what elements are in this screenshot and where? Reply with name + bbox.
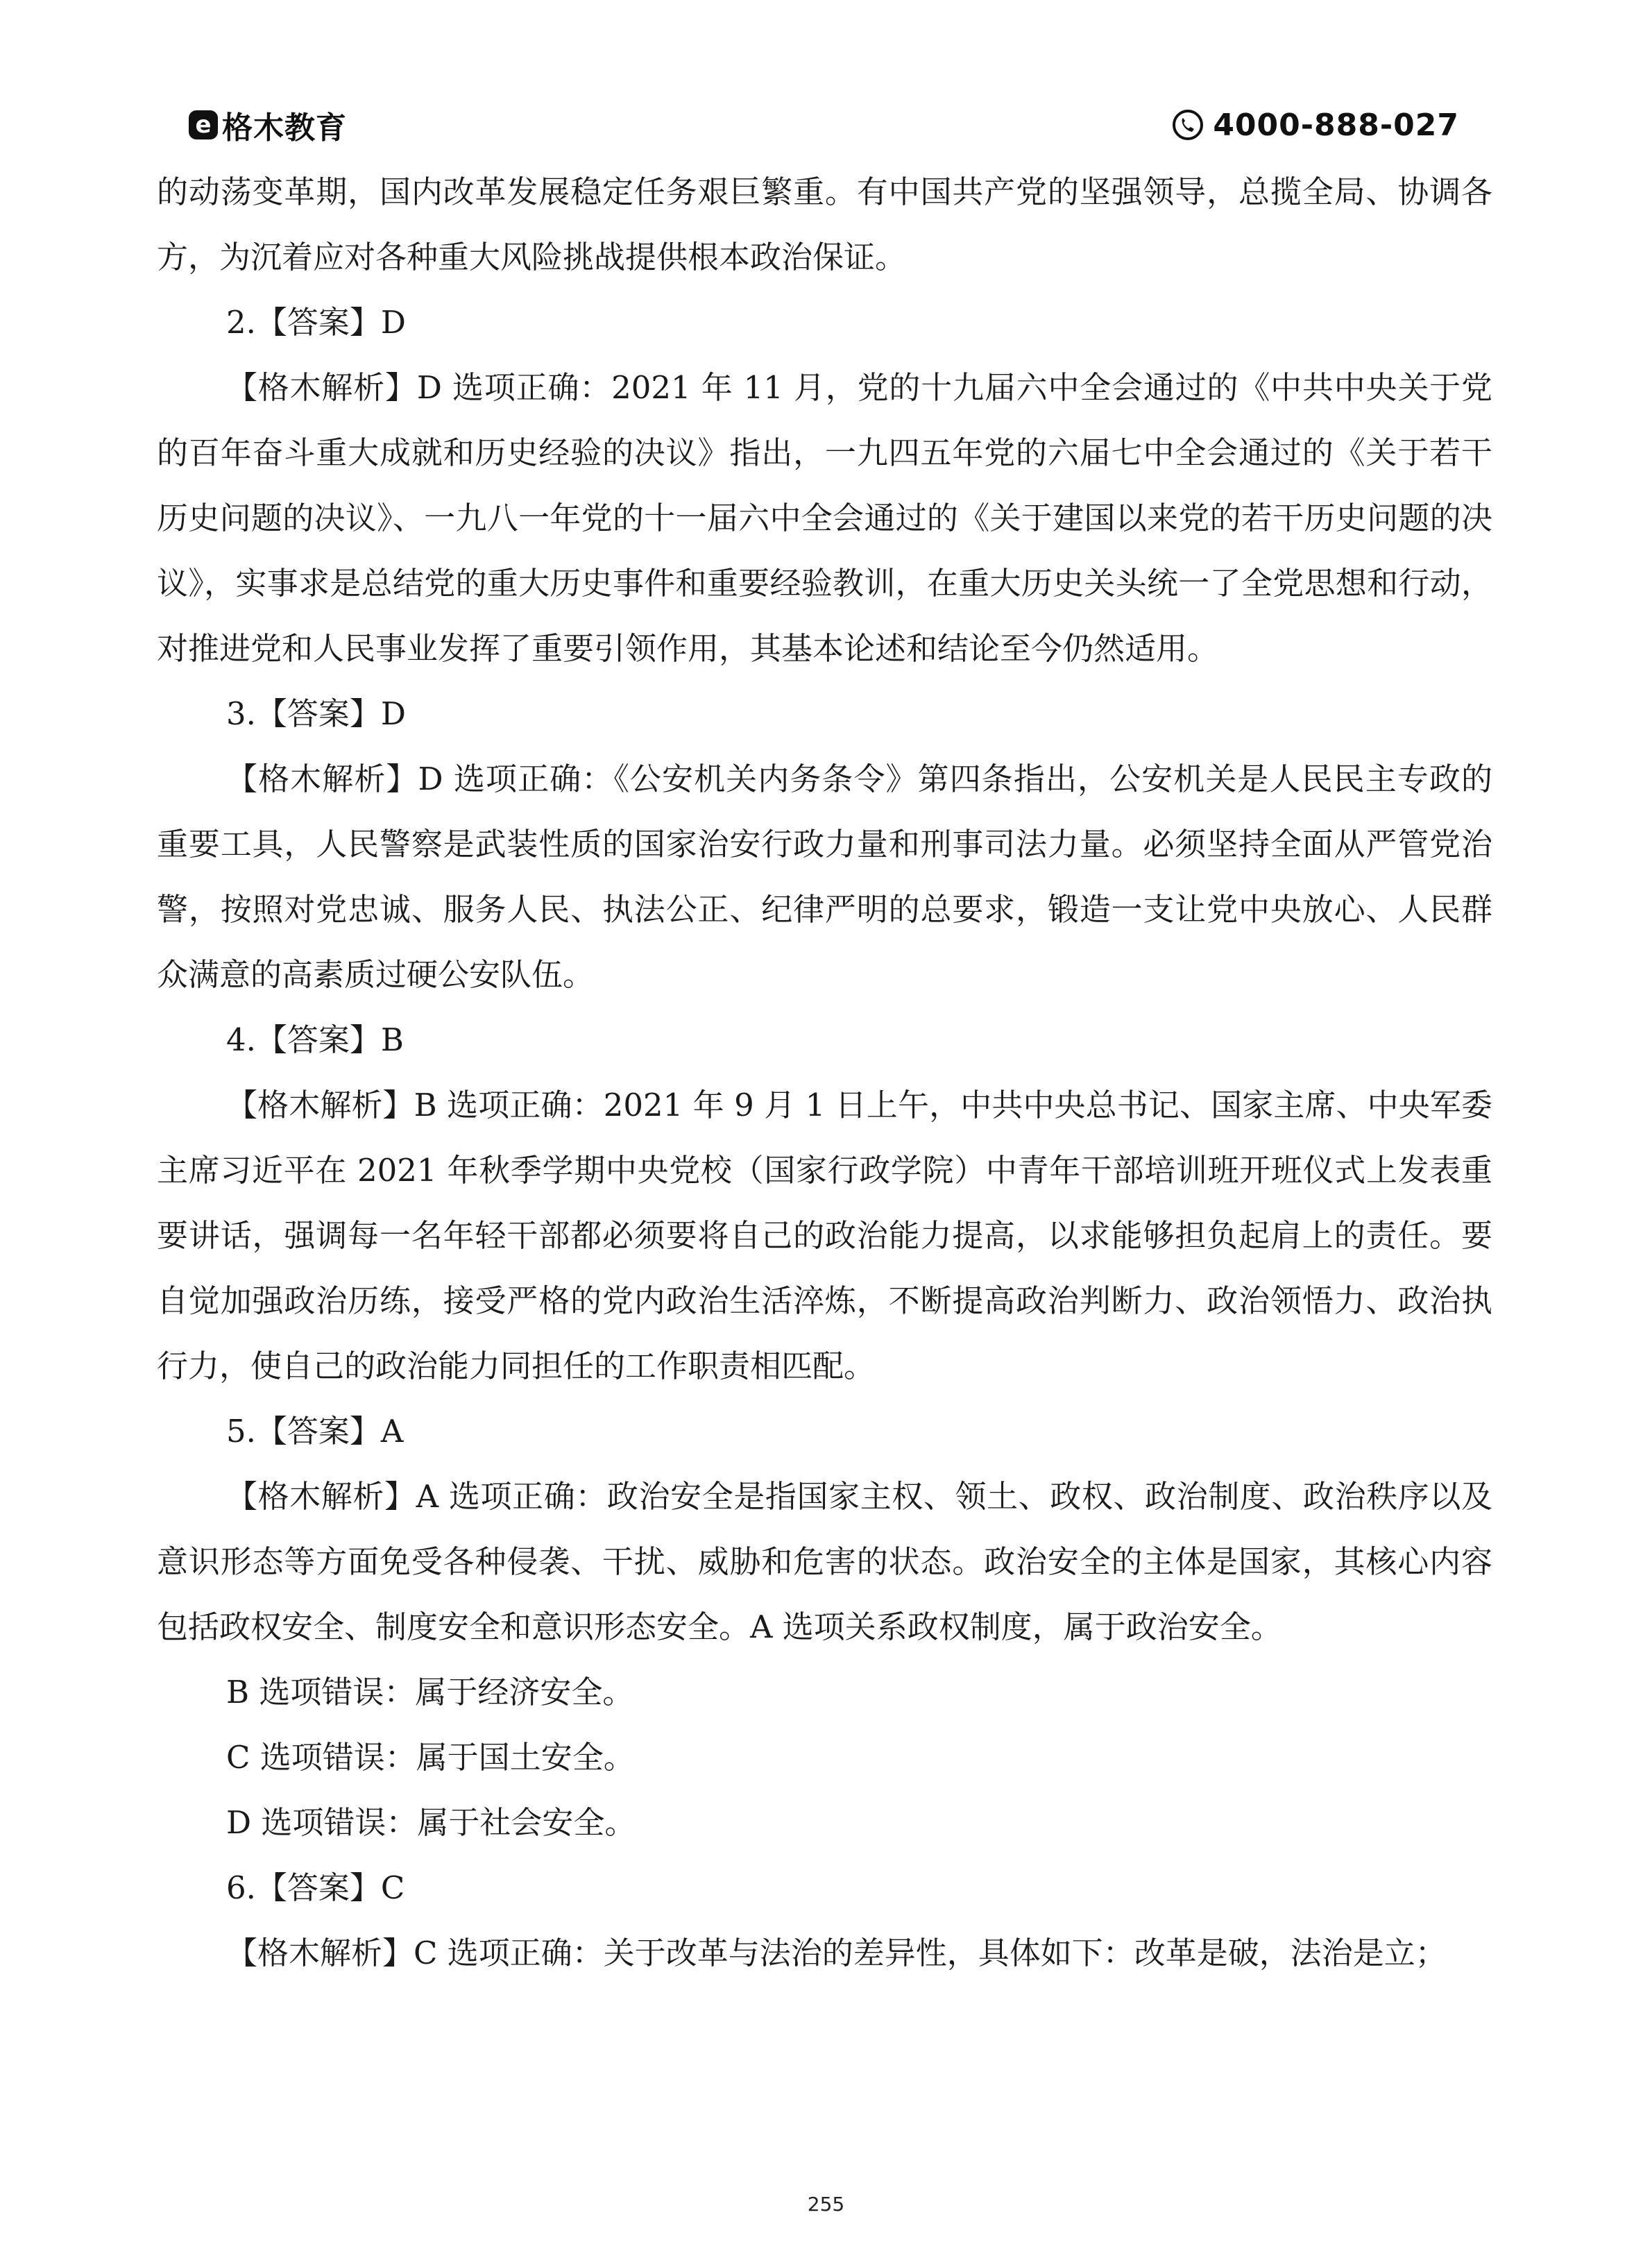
brand-logo — [189, 104, 347, 146]
paragraph: 6.【答案】C — [226, 1869, 405, 1906]
hotline — [1171, 104, 1459, 146]
page-number: 255 — [807, 2193, 845, 2216]
paragraph: 【格木解析】A 选项正确：政治安全是指国家主权、领土、政权、政治制度、政治秩序以及意识形态等方面免受各种侵袭、干扰、威胁和危害的状态。政治安全的主体是国家，其核心内容包括政权安全、制度安全和意识形态安全。A 选项关系政权制度，属于政治安全。 — [157, 1478, 1492, 1645]
phone-number: 4000-888-027 — [1213, 107, 1459, 143]
logo-icon: e — [189, 110, 218, 139]
document-body — [157, 160, 1492, 1986]
paragraph: 【格木解析】C 选项正确：关于改革与法治的差异性，具体如下：改革是破，法治是立； — [226, 1935, 1447, 1971]
paragraph: 【格木解析】B 选项正确：2021 年 9 月 1 日上午，中共中央总书记、国家主席、中央军委主席习近平在 2021 年秋季学期中央党校（国家行政学院）中青年干部培训班开班仪式上发表重要讲话，强调每一名年轻干部都必须要将自己的政治能力提高，以求能够担负起肩上的责任。要自觉加强政治历练，接受严格的党内政治生活淬炼，不断提高政治判断力、政治领悟力、政治执行力，使自己的政治能力同担任的工作职责相匹配。 — [157, 1087, 1492, 1384]
paragraph: D 选项错误：属于社会安全。 — [226, 1804, 636, 1841]
phone-icon — [1171, 108, 1204, 142]
brand-name: 格木教育 — [222, 110, 347, 146]
paragraph: 2.【答案】D — [226, 304, 407, 341]
paragraph: 【格木解析】D 选项正确：《公安机关内务条令》第四条指出，公安机关是人民民主专政的重要工具，人民警察是武装性质的国家治安行政力量和刑事司法力量。必须坚持全面从严管党治警，按照对党忠诚、服务人民、执法公正、纪律严明的总要求，锻造一支让党中央放心、人民群众满意的高素质过硬公安队伍。 — [157, 761, 1492, 993]
paragraph: B 选项错误：属于经济安全。 — [226, 1674, 634, 1710]
paragraph: C 选项错误：属于国土安全。 — [226, 1739, 635, 1776]
paragraph: 4.【答案】B — [226, 1021, 405, 1058]
paragraph: 的动荡变革期，国内改革发展稳定任务艰巨繁重。有中国共产党的坚强领导，总揽全局、协调各方，为沉着应对各种重大风险挑战提供根本政治保证。 — [157, 173, 1492, 275]
page-header — [0, 104, 1652, 146]
paragraph: 3.【答案】D — [226, 695, 407, 732]
paragraph: 【格木解析】D 选项正确：2021 年 11 月，党的十九届六中全会通过的《中共中央关于党的百年奋斗重大成就和历史经验的决议》指出，一九四五年党的六届七中全会通过的《关于若干历史问题的决议》、一九八一年党的十一届六中全会通过的《关于建国以来党的若干历史问题的决议》，实事求是总结党的重大历史事件和重要经验教训，在重大历史关头统一了全党思想和行动，对推进党和人民事业发挥了重要引领作用，其基本论述和结论至今仍然适用。 — [157, 369, 1492, 667]
paragraph: 5.【答案】A — [226, 1413, 404, 1450]
